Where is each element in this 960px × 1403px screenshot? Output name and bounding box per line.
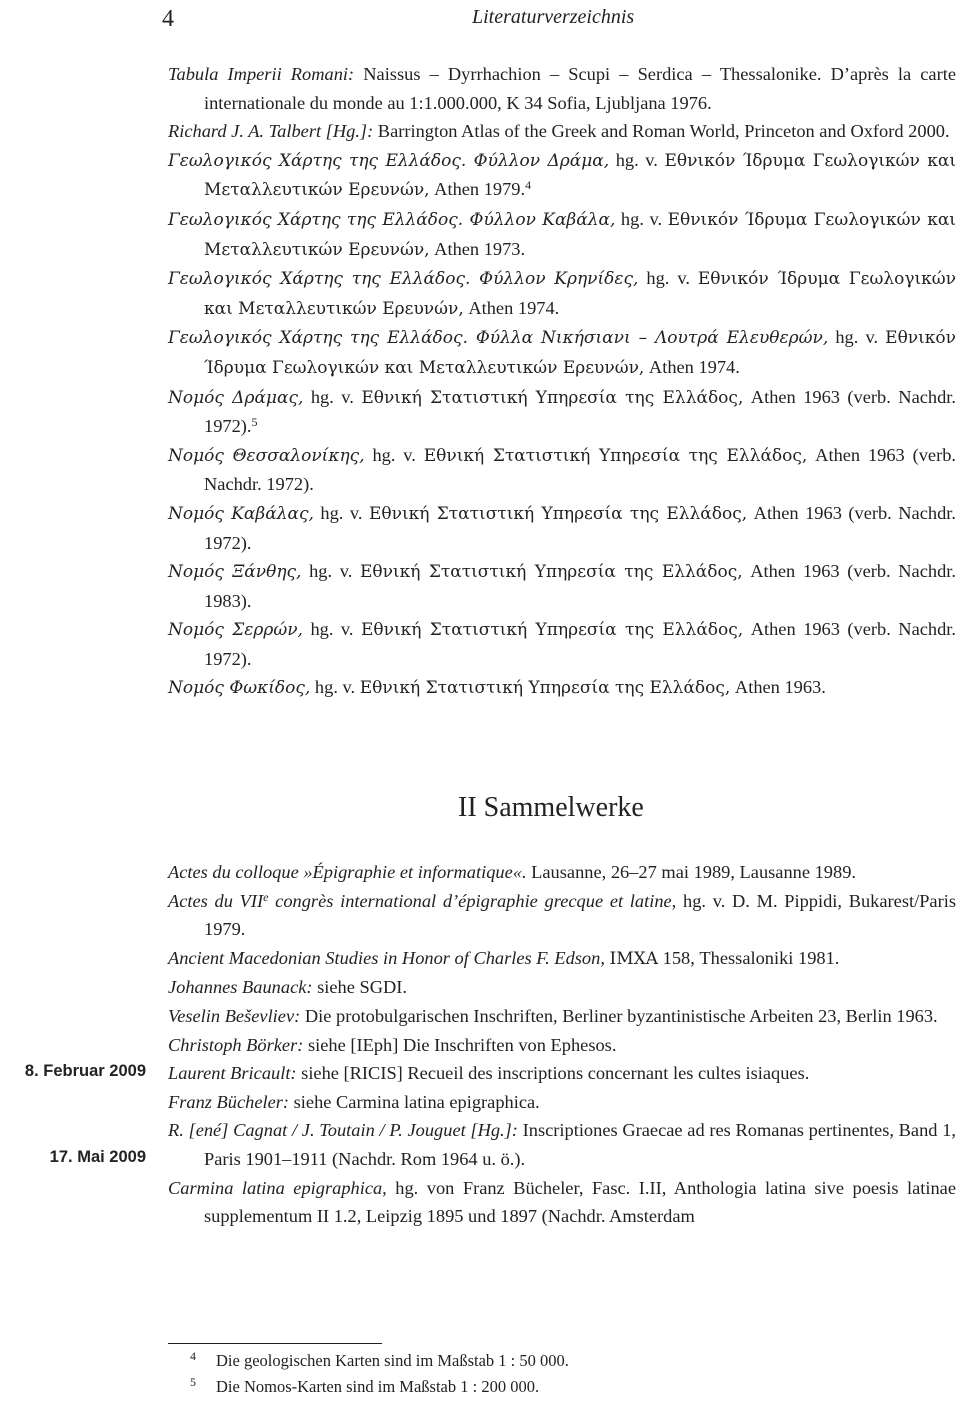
entry-title: Christoph Börker: (168, 1034, 304, 1055)
entry-text: Athen 1963. (730, 677, 826, 698)
entry-text: Εθνικόν Ίδρυμα Γεωλογικών και Μεταλλευτικών Ερευνών, (204, 269, 956, 319)
entry-text: Εθνική Στατιστική Υπηρεσία της Ελλάδος, (361, 620, 744, 641)
footnote-rule (168, 1343, 382, 1344)
bibliography-entry (168, 1059, 956, 1088)
footnote (190, 1377, 539, 1397)
entry-text: Athen 1963 (verb. Nachdr. 1972). (204, 619, 956, 669)
footnote-text: Die geologischen Karten sind im Maßstab 1 : 50 000. (216, 1351, 569, 1370)
entry-title: Νομός Καβάλας, (168, 503, 314, 524)
entry-text: 158, Thessaloniki 1981. (658, 947, 840, 968)
bibliography-entry (168, 858, 956, 887)
bibliography-entry (168, 1002, 956, 1031)
footnote-number: 5 (190, 1375, 196, 1389)
entry-title: Νομός Ξάνθης, (168, 562, 302, 583)
footnote-text: Die Nomos-Karten sind im Maßstab 1 : 200 000. (216, 1377, 540, 1396)
entry-title: Νομός Δράμας, (168, 387, 304, 408)
entry-text: hg. v. (303, 386, 362, 407)
entry-text: Εθνική Στατιστική Υπηρεσία της Ελλάδος, (359, 562, 743, 583)
entry-text: Lausanne, 26–27 mai 1989, Lausanne 1989. (526, 862, 856, 882)
bibliography-list-sammelwerke (168, 858, 956, 1231)
entry-text: hg. v. (302, 619, 362, 640)
entry-title: Laurent Bricault: (168, 1063, 297, 1084)
bibliography-entry (168, 944, 956, 974)
superscript: 4 (525, 178, 532, 193)
entry-text: Athen 1973. (429, 238, 526, 259)
bibliography-entry (168, 557, 956, 615)
entry-title: Νομός Φωκίδος, (168, 678, 311, 699)
bibliography-entry (168, 60, 956, 117)
entry-text: Athen 1979. (429, 179, 526, 200)
entry-title: Γεωλογικός Χάρτης της Ελλάδος. Φύλλον Καβάλα, (168, 209, 616, 230)
entry-text: siehe SGDI. (312, 977, 408, 998)
bibliography-entry (168, 205, 956, 264)
bibliography-entry (168, 615, 956, 673)
bibliography-list-maps (168, 60, 956, 703)
footnote-number: 4 (190, 1349, 196, 1363)
entry-text: Athen 1963 (verb. Nachdr. 1972). (204, 386, 956, 437)
bibliography-entry (168, 383, 956, 441)
entry-text: Athen 1974. (644, 356, 740, 377)
bibliography-entry (168, 1174, 956, 1231)
entry-text: hg. v. (310, 677, 360, 698)
bibliography-entry (168, 146, 956, 205)
entry-text: ΙΜΧΑ (609, 948, 659, 969)
entry-title: Γεωλογικός Χάρτης της Ελλάδος. Φύλλα Νικήσιανι – Λουτρά Ελευθερών, (168, 328, 829, 349)
entry-title: Ancient Macedonian Studies in Honor of Charles F. Edson, (168, 947, 605, 968)
margin-note-date: 17. Mai 2009 (49, 1148, 146, 1166)
bibliography-entry (168, 117, 956, 146)
margin-note-date: 8. Februar 2009 (24, 1062, 146, 1080)
entry-title: Actes du colloque »Épigraphie et informatique«. (168, 862, 527, 882)
entry-title: R. [ené] Cagnat / J. Toutain / P. Jouguet [Hg.]: (168, 1120, 518, 1141)
entry-text: Εθνική Στατιστική Υπηρεσία της Ελλάδος, (423, 445, 808, 466)
footnote (190, 1351, 569, 1371)
entry-title: Carmina latina epigraphica, (168, 1177, 387, 1198)
entry-text: siehe Carmina latina epigraphica. (289, 1091, 540, 1112)
entry-title: Johannes Baunack: (168, 977, 313, 998)
bibliography-entry (168, 673, 956, 703)
entry-text: Εθνικόν Ίδρυμα Γεωλογικών και Μεταλλευτικών Ερευνών, (204, 209, 956, 260)
bibliography-entry (168, 441, 956, 499)
entry-title: congrès international d’épigraphie grecque et latine, (268, 890, 677, 911)
entry-text: Barrington Atlas of the Greek and Roman World, Princeton and Oxford 2000. (373, 121, 950, 142)
superscript: 5 (251, 415, 258, 430)
entry-title: Veselin Beševliev: (168, 1005, 301, 1026)
entry-title: Νομός Σερρών, (168, 620, 303, 641)
entry-text: hg. v. (313, 502, 369, 523)
entry-title: Franz Bücheler: (168, 1091, 290, 1112)
bibliography-entry (168, 973, 956, 1002)
bibliography-entry (168, 264, 956, 323)
superscript: e (263, 889, 269, 904)
entry-text: Εθνική Στατιστική Υπηρεσία της Ελλάδος, (368, 503, 748, 524)
entry-text: hg. v. (638, 268, 698, 289)
entry-text: hg. v. (828, 327, 886, 348)
entry-text: Naissus – Dyrrhachion – Scupi – Serdica – Thessalonike. D’après la carte internationale du monde au 1:1.000.000, K 34 Sofia, Ljubljana 1976. (204, 64, 956, 113)
entry-text: Die protobulgarischen Inschriften, Berliner byzantinistische Arbeiten 23, Berlin 1963. (300, 1005, 938, 1026)
entry-title: Γεωλογικός Χάρτης της Ελλάδος. Φύλλον Δράμα, (168, 150, 610, 171)
entry-text: hg. v. (301, 561, 360, 582)
page-number: 4 (162, 6, 174, 32)
entry-text: Εθνική Στατιστική Υπηρεσία της Ελλάδος, (359, 678, 731, 699)
entry-text: Athen 1963 (verb. Nachdr. 1972). (204, 502, 956, 553)
bibliography-entry (168, 1031, 956, 1060)
bibliography-entry (168, 887, 956, 944)
entry-text: Εθνική Στατιστική Υπηρεσία της Ελλάδος, (361, 387, 744, 408)
entry-text: hg. v. (615, 208, 668, 229)
entry-title: Νομός Θεσσαλονίκης, (168, 445, 365, 466)
entry-text: Εθνικόν Ίδρυμα Γεωλογικών και Μεταλλευτικών Ερευνών, (204, 150, 956, 201)
entry-text: Athen 1963 (verb. Nachdr. 1983). (204, 561, 956, 611)
entry-text: hg. v. (609, 149, 665, 170)
entry-title: Tabula Imperii Romani: (168, 64, 355, 84)
bibliography-entry (168, 499, 956, 557)
entry-title: Richard J. A. Talbert [Hg.]: (168, 121, 374, 142)
bibliography-entry (168, 1116, 956, 1173)
bibliography-entry (168, 323, 956, 382)
running-title: Literaturverzeichnis (472, 6, 635, 28)
entry-text: siehe [IEph] Die Inschriften von Ephesos. (303, 1034, 617, 1055)
entry-text: siehe [RICIS] Recueil des inscriptions concernant les cultes isiaques. (296, 1063, 810, 1084)
entry-text: Inscriptiones Graecae ad res Romanas pertinentes, Band 1, Paris 1901–1911 (Nachdr. Rom 1964 u. ö.). (204, 1120, 956, 1169)
entry-title: Actes du VII (168, 890, 264, 911)
section-title: II Sammelwerke (458, 792, 644, 823)
entry-text: hg. v. (364, 444, 424, 465)
entry-text: Athen 1974. (463, 297, 560, 318)
entry-text: hg. von Franz Bücheler, Fasc. I.II, Anthologia latina sive poesis latinae supplementum II 1.2, Leipzig 1895 und 1897 (Nachdr. Amsterdam (204, 1177, 956, 1227)
bibliography-entry (168, 1088, 956, 1117)
entry-text: Athen 1963 (verb. Nachdr. 1972). (204, 444, 956, 495)
entry-text: Εθνικόν Ίδρυμα Γεωλογικών και Μεταλλευτικών Ερευνών, (204, 328, 956, 378)
entry-text: hg. v. D. M. Pippidi, Bukarest/Paris 1979. (204, 890, 956, 940)
entry-title: Γεωλογικός Χάρτης της Ελλάδος. Φύλλον Κρηνίδες, (168, 269, 639, 290)
